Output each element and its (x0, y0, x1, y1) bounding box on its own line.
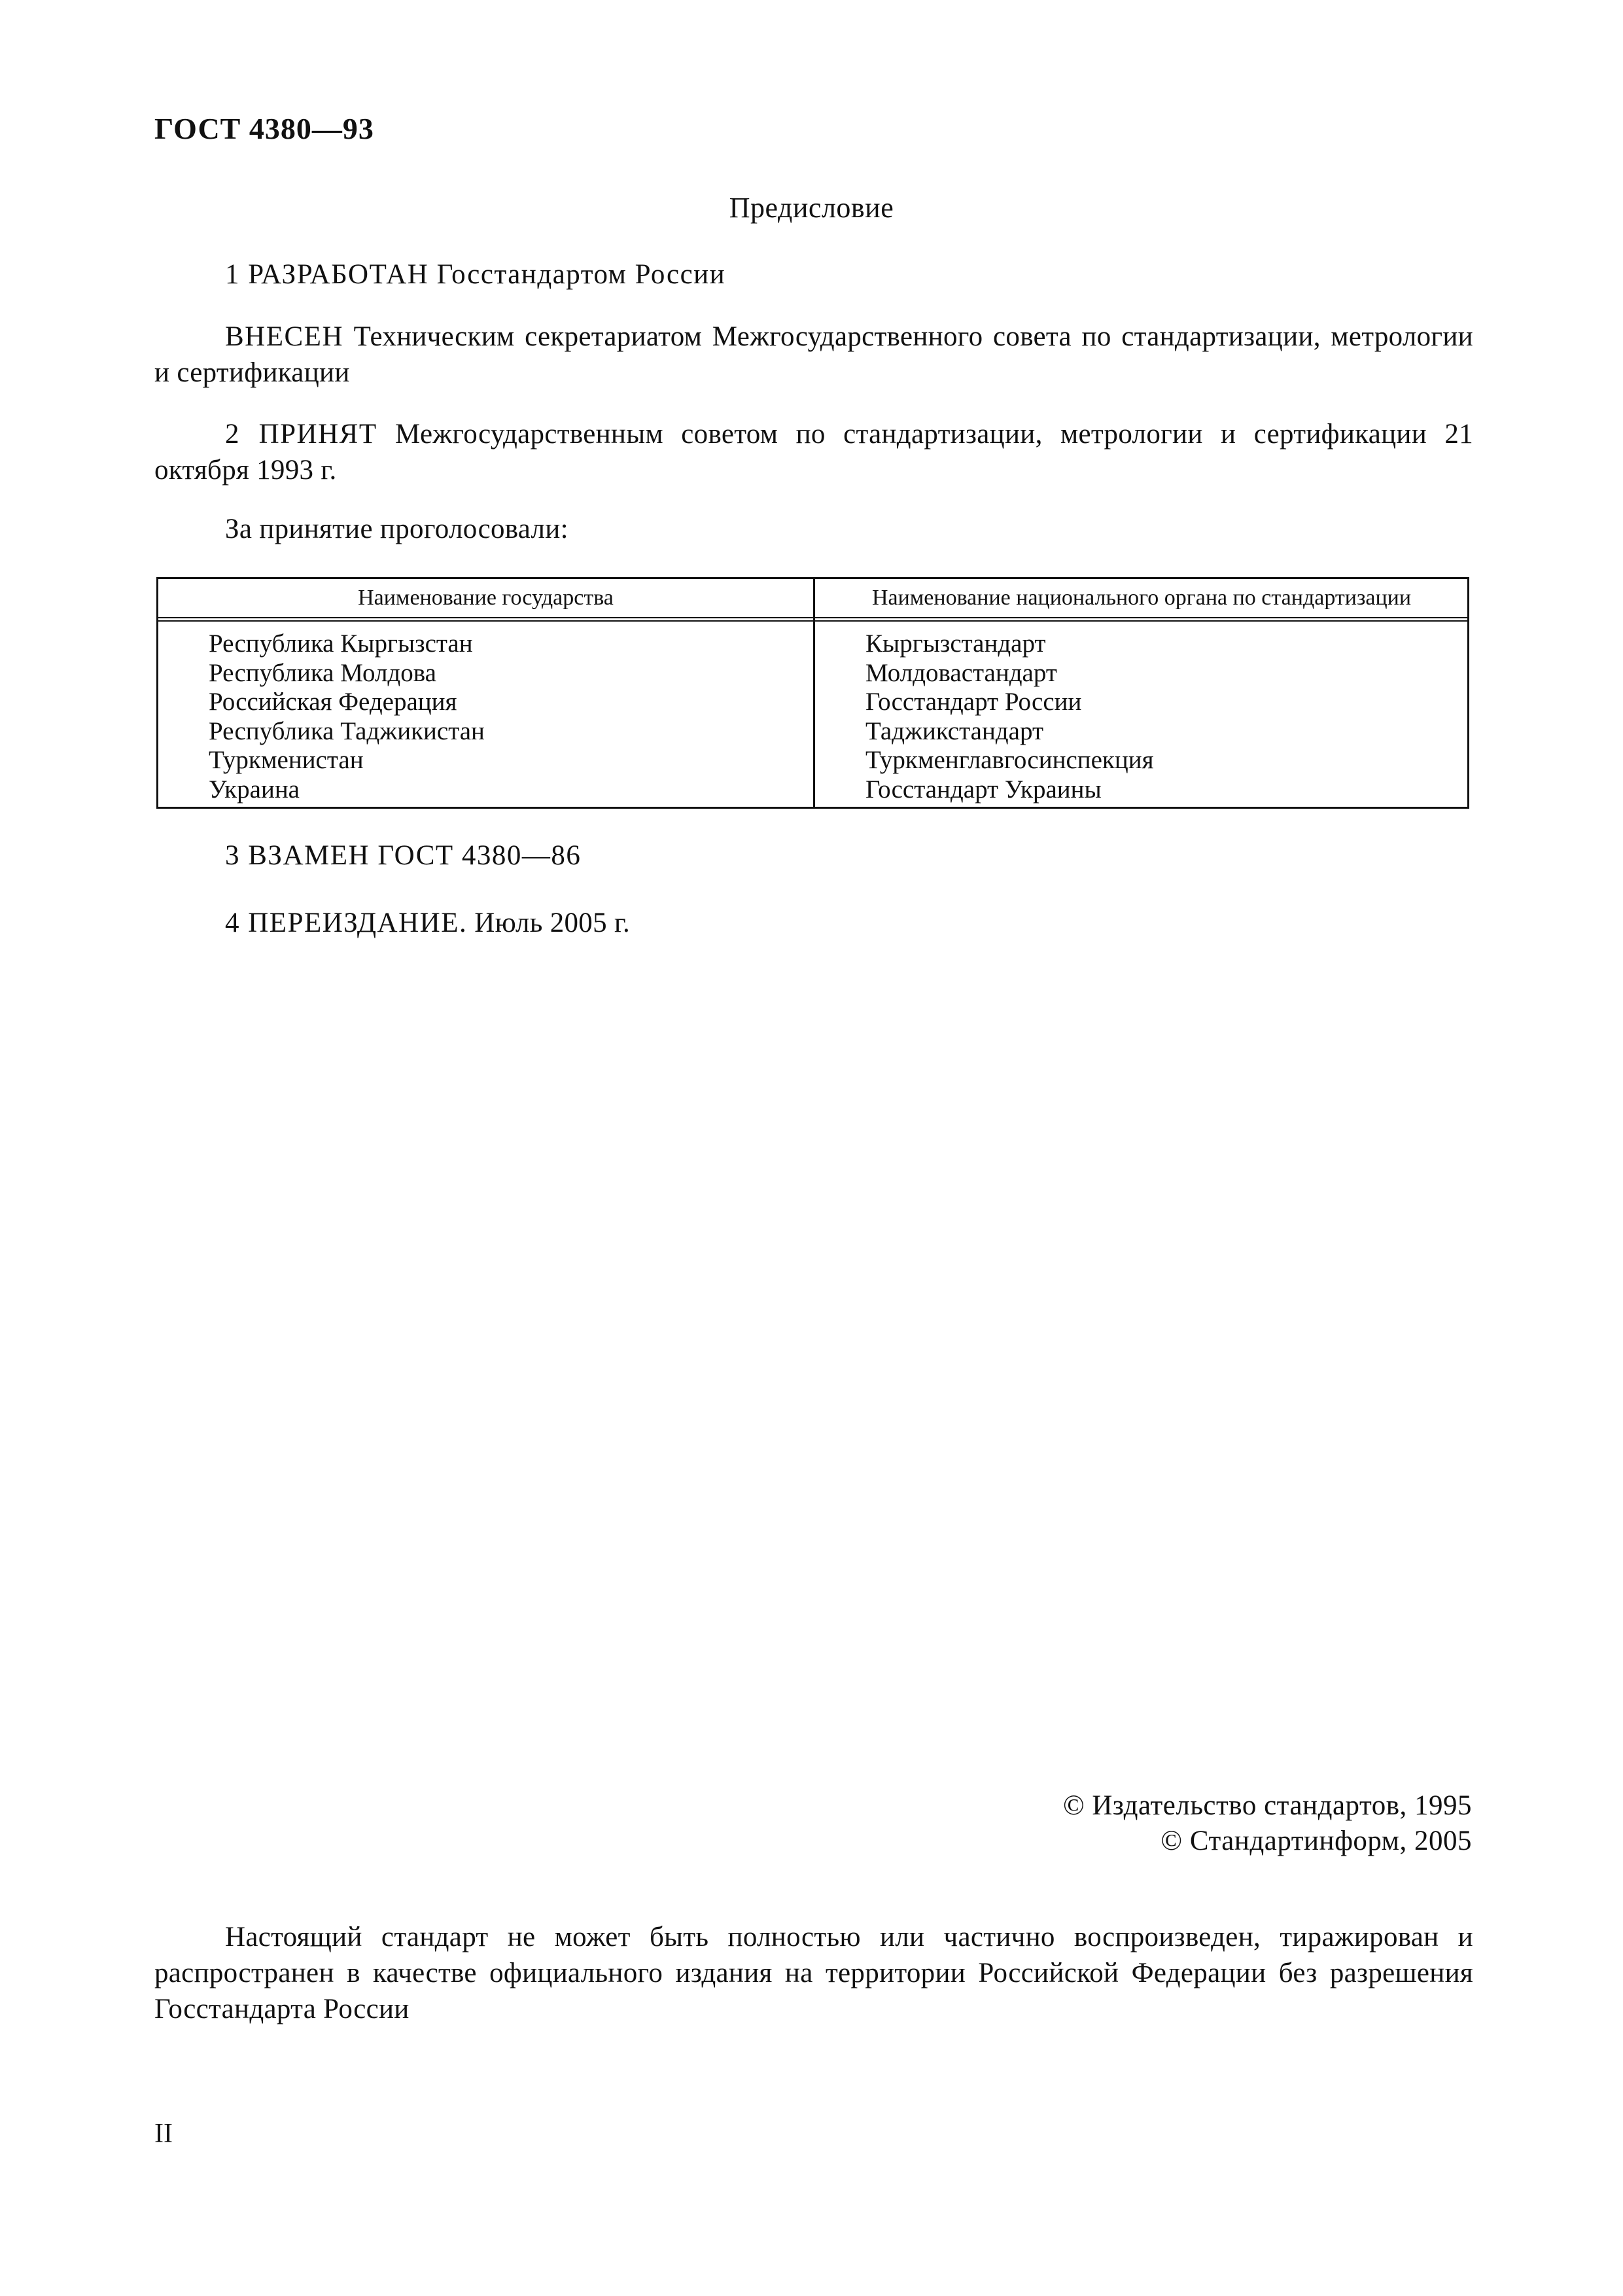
table-cell-state: Украина (209, 775, 300, 804)
section-4-reissue (154, 905, 1473, 941)
section-2-adopted (154, 416, 1473, 488)
voting-table (156, 577, 1469, 809)
section-1-introduced (154, 319, 1473, 391)
table-cell-state: Туркменистан (209, 746, 364, 774)
table-cell-body: Таджикстандарт (865, 716, 1043, 745)
section-1-developed (154, 256, 1473, 292)
copyright-block (1063, 1788, 1472, 1859)
table-header-state: Наименование государства (358, 586, 614, 610)
table-cell-body: Туркменглавгосинспекция (865, 746, 1154, 774)
section-3-replaces (154, 838, 1473, 874)
table-cell-body: Госстандарт России (865, 688, 1082, 716)
state-list (209, 629, 485, 804)
table-cell-body: Кыргызстандарт (865, 629, 1046, 658)
section-3-text: 3 ВЗАМЕН ГОСТ 4380—86 (225, 840, 582, 871)
section-1-text: 1 РАЗРАБОТАН Госстандартом России (225, 259, 726, 290)
reissue-lead: 4 ПЕРЕИЗДАНИЕ. (225, 908, 468, 938)
page-number: II (154, 2119, 173, 2149)
introduced-lead: ВНЕСЕН (225, 321, 343, 352)
adopted-lead: 2 ПРИНЯТ (225, 419, 377, 450)
table-cell-state: Российская Федерация (209, 688, 457, 716)
page-title: Предисловие (729, 192, 894, 224)
table-header-body: Наименование национального органа по стандартизации (871, 586, 1412, 610)
notice-text: Настоящий стандарт не может быть полностью или частично воспроизведен, тиражирован и распространен в качестве официального издания на территории Российской Федерации без разрешения Госстандарта России (154, 1922, 1473, 2024)
reissue-text: Июль 2005 г. (467, 908, 631, 938)
voted-intro-text: За принятие проголосовали: (225, 514, 568, 544)
table-cell-body: Госстандарт Украины (865, 775, 1102, 804)
copyright-line-2: © Стандартинформ, 2005 (1161, 1826, 1472, 1856)
voted-intro (154, 511, 1473, 547)
reproduction-notice (154, 1919, 1473, 2027)
table-cell-state: Республика Таджикистан (209, 716, 485, 745)
standards-body-list (865, 629, 1154, 804)
table-cell-state: Республика Молдова (209, 658, 436, 687)
document-number: ГОСТ 4380—93 (154, 112, 374, 145)
table-header-rule (158, 617, 1467, 622)
introduced-text: Техническим секретариатом Межгосударственного совета по стандартизации, метрологии и сертификации (154, 321, 1473, 388)
table-cell-body: Молдовастандарт (865, 658, 1057, 687)
copyright-line-1: © Издательство стандартов, 1995 (1062, 1790, 1472, 1821)
table-cell-state: Республика Кыргызстан (209, 629, 473, 658)
adopted-text: Межгосударственным советом по стандартизации, метрологии и сертификации 21 октября 1993 г. (154, 419, 1473, 486)
table-column-divider (813, 579, 815, 807)
